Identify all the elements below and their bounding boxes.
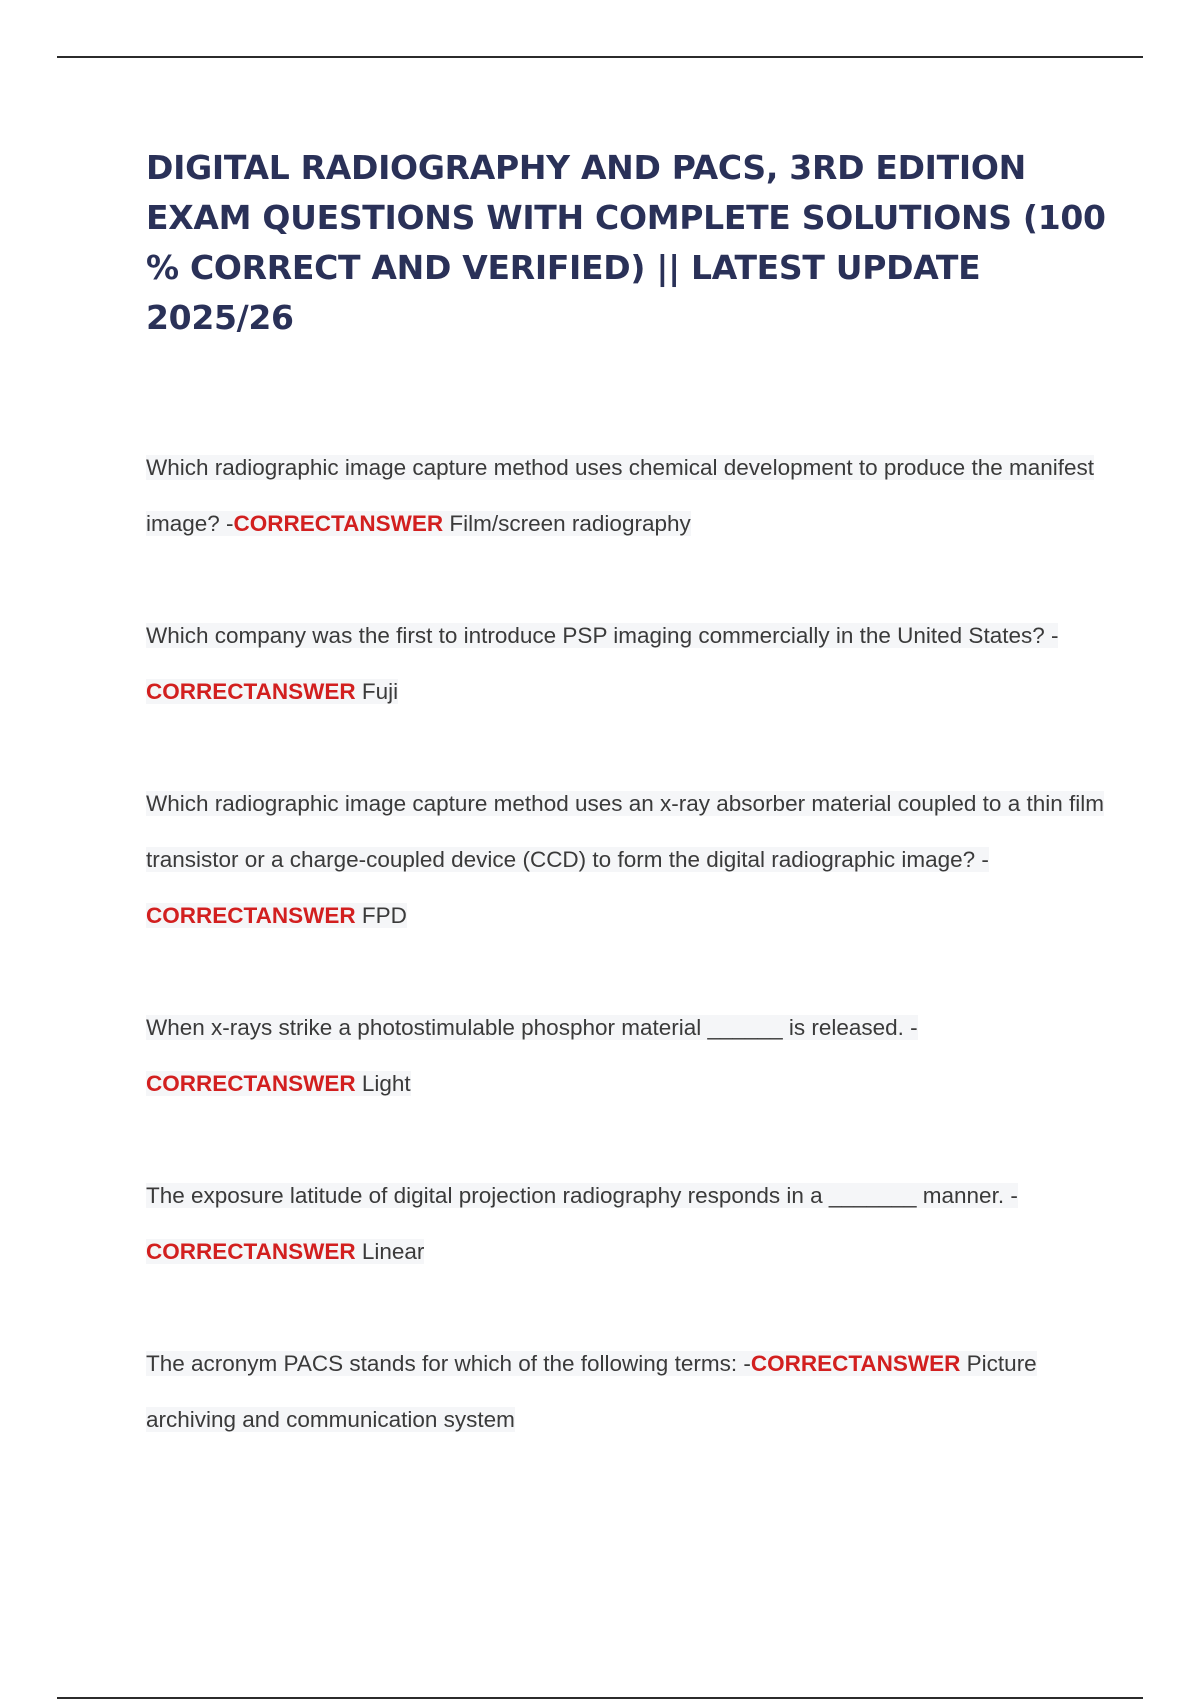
qa-item — [146, 776, 1106, 944]
document-title: DIGITAL RADIOGRAPHY AND PACS, 3RD EDITION EXAM QUESTIONS WITH COMPLETE SOLUTIONS (100 % CORRECT AND VERIFIED) || LATEST UPDATE 2025/26 — [146, 148, 1106, 337]
answer-text: Picture archiving and communication system — [146, 1351, 1037, 1432]
qa-item — [146, 1336, 1106, 1448]
question-text: Which company was the first to introduce PSP imaging commercially in the United States? - — [146, 623, 1059, 648]
qa-item — [146, 608, 1106, 720]
qa-item — [146, 440, 1106, 552]
answer-text: FPD — [361, 903, 407, 928]
correct-answer-label: CORRECTANSWER — [233, 511, 444, 536]
footer-rule — [57, 1697, 1143, 1699]
question-text: Which radiographic image capture method uses chemical development to produce the manifest image? - — [146, 455, 1095, 536]
header-rule — [57, 56, 1143, 58]
correct-answer-label: CORRECTANSWER — [146, 1239, 356, 1264]
answer-text: Fuji — [361, 679, 399, 704]
question-text: Which radiographic image capture method uses an x-ray absorber material coupled to a thin film transistor or a charge-coupled device (CCD) to form the digital radiographic image? - — [146, 791, 1104, 872]
qa-item — [146, 1000, 1106, 1112]
correct-answer-label: CORRECTANSWER — [146, 1071, 356, 1096]
question-text: When x-rays strike a photostimulable phosphor material ______ is released. - — [146, 1015, 918, 1040]
qa-list — [146, 440, 1106, 1448]
answer-text: Film/screen radiography — [449, 511, 691, 536]
correct-answer-label: CORRECTANSWER — [750, 1351, 961, 1376]
question-text: The exposure latitude of digital projection radiography responds in a _______ manner. - — [146, 1183, 1018, 1208]
answer-text: Light — [361, 1071, 411, 1096]
correct-answer-label: CORRECTANSWER — [146, 903, 356, 928]
answer-text: Linear — [361, 1239, 425, 1264]
correct-answer-label: CORRECTANSWER — [146, 679, 356, 704]
question-text: The acronym PACS stands for which of the following terms: - — [146, 1351, 751, 1376]
qa-item — [146, 1168, 1106, 1280]
